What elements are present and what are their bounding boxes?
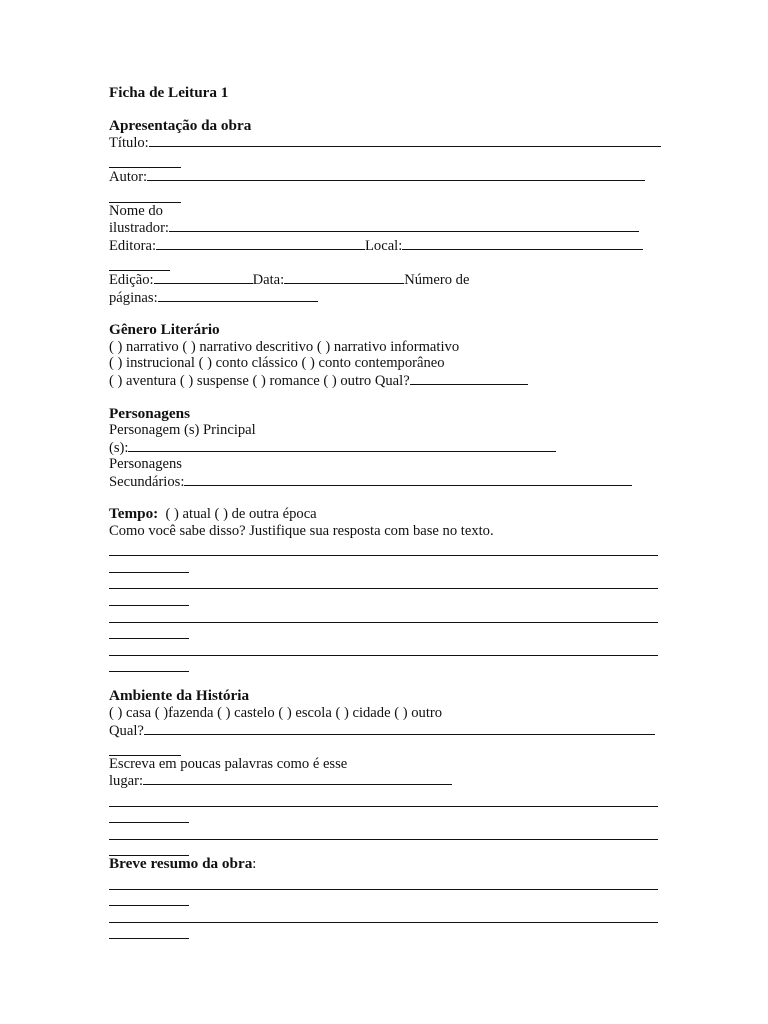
resumo-row: [109, 856, 661, 873]
escreva-label-1: Escreva em poucas palavras como é esse: [109, 755, 348, 772]
principal-label-1: Personagem (s) Principal: [109, 422, 256, 439]
paginas-blank[interactable]: [158, 289, 318, 302]
tempo-answer-line-1[interactable]: [109, 540, 658, 557]
resumo-answer-line-1[interactable]: [109, 873, 658, 890]
tempo-options[interactable]: ( ) atual ( ) de outra época: [165, 506, 317, 523]
ambiente-qual-blank[interactable]: [144, 722, 655, 735]
section-heading-genero: Gênero Literário: [109, 321, 220, 339]
ambiente-qual-label: Qual?: [109, 722, 144, 739]
autor-label: Autor:: [109, 169, 148, 186]
edicao-blank[interactable]: [154, 271, 253, 284]
secundarios-label-1: Personagens: [109, 456, 182, 473]
section-heading-tempo: Tempo: [109, 505, 154, 523]
ambiente-answer-line-2b[interactable]: [109, 840, 189, 857]
section-heading-ambiente: Ambiente da História: [109, 687, 250, 705]
ambiente-options[interactable]: ( ) casa ( )fazenda ( ) castelo ( ) escola ( ) cidade ( ) outro: [109, 705, 443, 721]
ambiente-qual-field[interactable]: [109, 722, 661, 740]
tempo-colon: :: [153, 505, 159, 523]
local-label: Local:: [365, 237, 403, 254]
local-blank-continued[interactable]: [109, 254, 170, 271]
paginas-field[interactable]: [109, 289, 661, 307]
section-heading-resumo: Breve resumo da obra: [109, 855, 253, 873]
resumo-answer-line-1b[interactable]: [109, 890, 189, 907]
principal-field[interactable]: [109, 439, 661, 457]
autor-blank[interactable]: [147, 168, 645, 181]
tempo-answer-line-4b[interactable]: [109, 656, 189, 673]
ambiente-answer-line-2[interactable]: [109, 823, 658, 840]
titulo-field[interactable]: [109, 134, 661, 152]
principal-label-2: (s):: [109, 439, 129, 456]
data-blank[interactable]: [284, 271, 404, 284]
principal-blank[interactable]: [128, 439, 556, 452]
editora-label: Editora:: [109, 237, 157, 254]
secundarios-field[interactable]: [109, 473, 661, 491]
tempo-answer-line-4[interactable]: [109, 639, 658, 656]
secundarios-blank[interactable]: [184, 473, 632, 486]
ambiente-answer-line-1[interactable]: [109, 790, 658, 807]
ilustrador-field[interactable]: [109, 219, 661, 237]
genero-options-1[interactable]: ( ) narrativo ( ) narrativo descritivo ( ) narrativo informativo: [109, 338, 460, 355]
genero-qual-blank[interactable]: [410, 372, 528, 385]
edicao-data-field[interactable]: [109, 271, 661, 289]
ambiente-qual-blank-continued[interactable]: [109, 739, 181, 756]
resumo-colon: :: [252, 856, 257, 873]
resumo-answer-line-2b[interactable]: [109, 923, 189, 940]
ilustrador-label-1: Nome do: [109, 202, 163, 219]
ilustrador-blank[interactable]: [169, 219, 639, 232]
edicao-label: Edição:: [109, 271, 154, 288]
autor-blank-continued[interactable]: [109, 186, 181, 203]
escreva-field[interactable]: [109, 772, 661, 790]
tempo-answer-line-2[interactable]: [109, 573, 658, 590]
numero-label-1: Número de: [404, 271, 470, 288]
titulo-label: Título:: [109, 135, 149, 152]
editora-blank[interactable]: [156, 237, 365, 250]
tempo-row: [109, 506, 661, 523]
tempo-answer-line-1b[interactable]: [109, 556, 189, 573]
tempo-answer-line-3b[interactable]: [109, 623, 189, 640]
section-heading-apresentacao: Apresentação da obra: [109, 116, 252, 134]
genero-options-2[interactable]: ( ) instrucional ( ) conto clássico ( ) conto contemporâneo: [109, 355, 445, 372]
editora-local-field[interactable]: [109, 237, 661, 255]
tempo-answer-line-3[interactable]: [109, 606, 658, 623]
section-heading-personagens: Personagens: [109, 404, 190, 422]
genero-options-3-text[interactable]: ( ) aventura ( ) suspense ( ) romance ( ) outro Qual?: [109, 372, 410, 389]
numero-label-2: páginas:: [109, 289, 158, 306]
reading-worksheet: [109, 82, 661, 939]
ilustrador-label-2: ilustrador:: [109, 220, 169, 237]
escreva-label-2: lugar:: [109, 773, 144, 790]
titulo-blank-continued[interactable]: [109, 152, 181, 169]
genero-options-3[interactable]: [109, 372, 661, 390]
data-label: Data:: [252, 271, 285, 288]
autor-field[interactable]: [109, 168, 661, 186]
ambiente-answer-line-1b[interactable]: [109, 807, 189, 824]
tempo-answer-line-2b[interactable]: [109, 589, 189, 606]
secundarios-label-2: Secundários:: [109, 473, 185, 490]
page-title: Ficha de Leitura 1: [109, 84, 229, 101]
local-blank[interactable]: [402, 237, 643, 250]
resumo-answer-line-2[interactable]: [109, 906, 658, 923]
titulo-blank[interactable]: [149, 134, 661, 147]
tempo-question: Como você sabe disso? Justifique sua resposta com base no texto.: [109, 523, 494, 540]
lugar-blank[interactable]: [143, 772, 452, 785]
